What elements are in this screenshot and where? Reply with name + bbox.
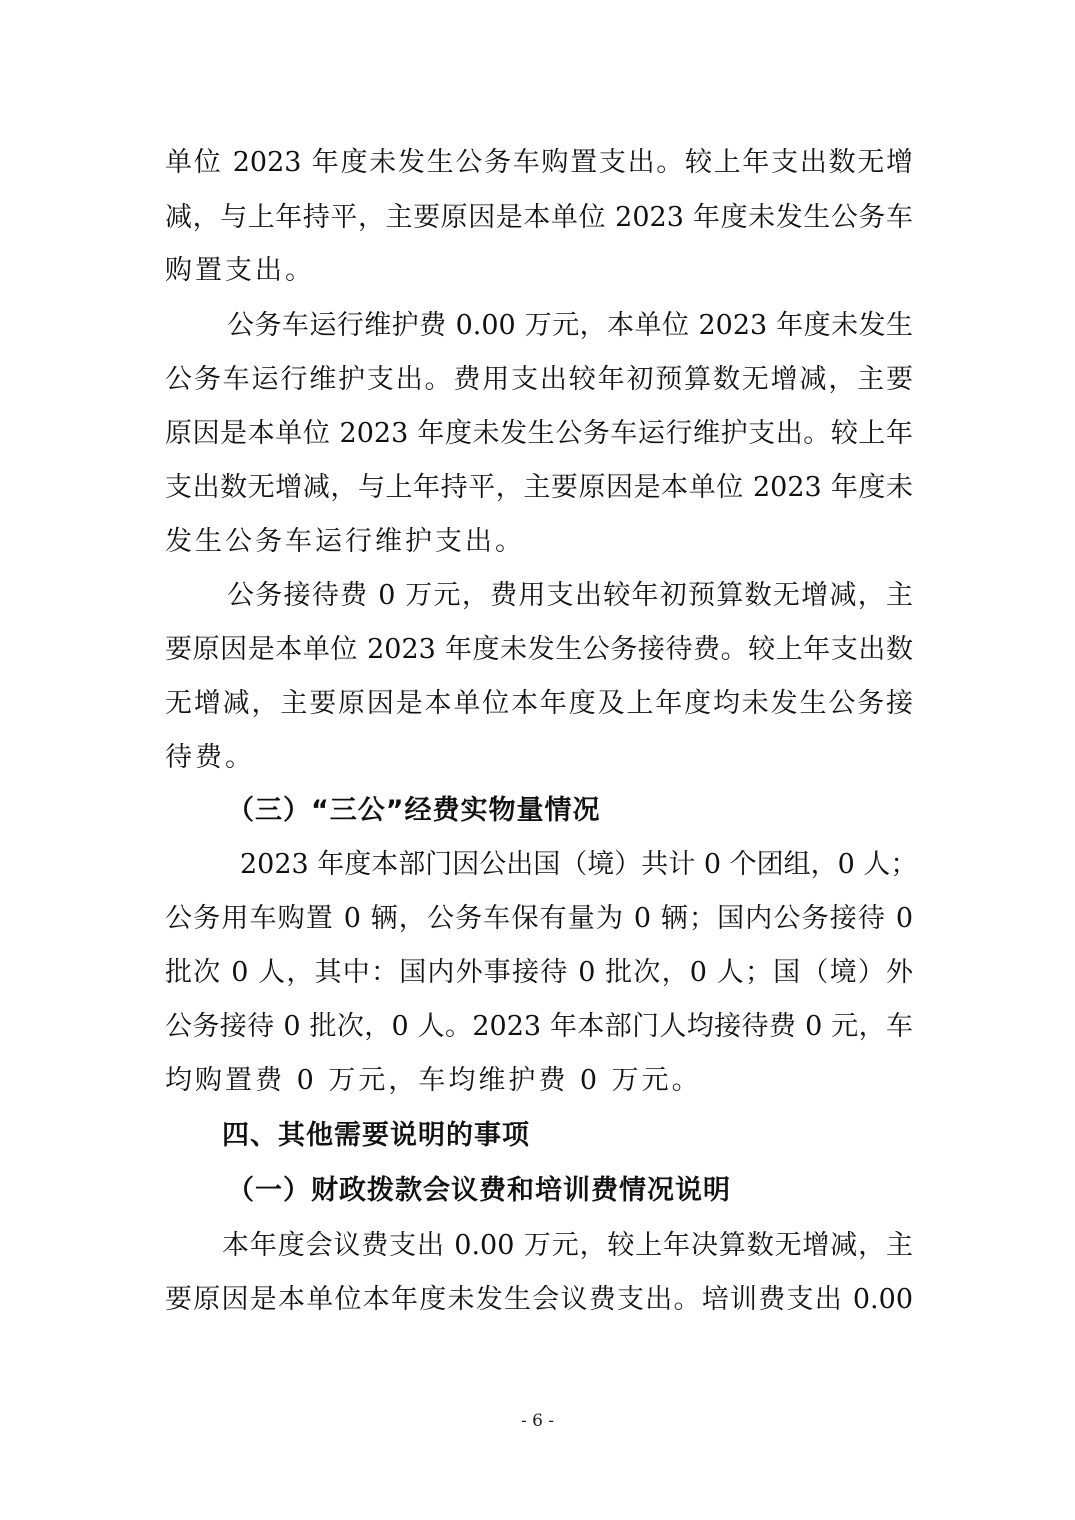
page-number: - 6 - xyxy=(520,1411,555,1431)
paragraph-line: 公务车运行维护支出。费用支出较年初预算数无增减，主要 xyxy=(165,364,913,395)
paragraph-line: 公务用车购置 0 辆，公务车保有量为 0 辆；国内公务接待 0 xyxy=(165,903,913,934)
paragraph-line: 公务接待 0 批次，0 人。2023 年本部门人均接待费 0 元，车 xyxy=(165,1011,913,1042)
section-heading-other-matters: 四、其他需要说明的事项 xyxy=(222,1120,530,1151)
paragraph-line: 均购置费 0 万元，车均维护费 0 万元。 xyxy=(165,1065,702,1096)
paragraph-line: 减，与上年持平，主要原因是本单位 2023 年度未发生公务车 xyxy=(165,202,913,233)
paragraph-line: 本年度会议费支出 0.00 万元，较上年决算数无增减，主 xyxy=(222,1230,913,1261)
paragraph-line: 批次 0 人，其中：国内外事接待 0 批次，0 人；国（境）外 xyxy=(165,957,913,988)
paragraph-line: 2023 年度本部门因公出国（境）共计 0 个团组，0 人； xyxy=(240,849,918,880)
paragraph-line: 待费。 xyxy=(165,742,255,773)
paragraph-line: 原因是本单位 2023 年度未发生公务车运行维护支出。较上年 xyxy=(165,418,913,449)
paragraph-line: 公务接待费 0 万元，费用支出较年初预算数无增减，主 xyxy=(227,580,913,611)
paragraph-line: 购置支出。 xyxy=(165,255,315,286)
paragraph-line: 公务车运行维护费 0.00 万元，本单位 2023 年度未发生 xyxy=(227,310,913,341)
paragraph-line: 无增减，主要原因是本单位本年度及上年度均未发生公务接 xyxy=(165,688,913,719)
paragraph-line: 发生公务车运行维护支出。 xyxy=(165,526,525,557)
paragraph-line: 要原因是本单位 2023 年度未发生公务接待费。较上年支出数 xyxy=(165,634,913,665)
paragraph-line: 单位 2023 年度未发生公务车购置支出。较上年支出数无增 xyxy=(165,147,913,178)
paragraph-line: 要原因是本单位本年度未发生会议费支出。培训费支出 0.00 xyxy=(165,1284,913,1315)
subsection-heading-meeting-training: （一）财政拨款会议费和培训费情况说明 xyxy=(227,1175,731,1206)
paragraph-line: 支出数无增减，与上年持平，主要原因是本单位 2023 年度未 xyxy=(165,472,913,503)
section-heading-three-public-items: （三）“三公”经费实物量情况 xyxy=(227,795,601,826)
